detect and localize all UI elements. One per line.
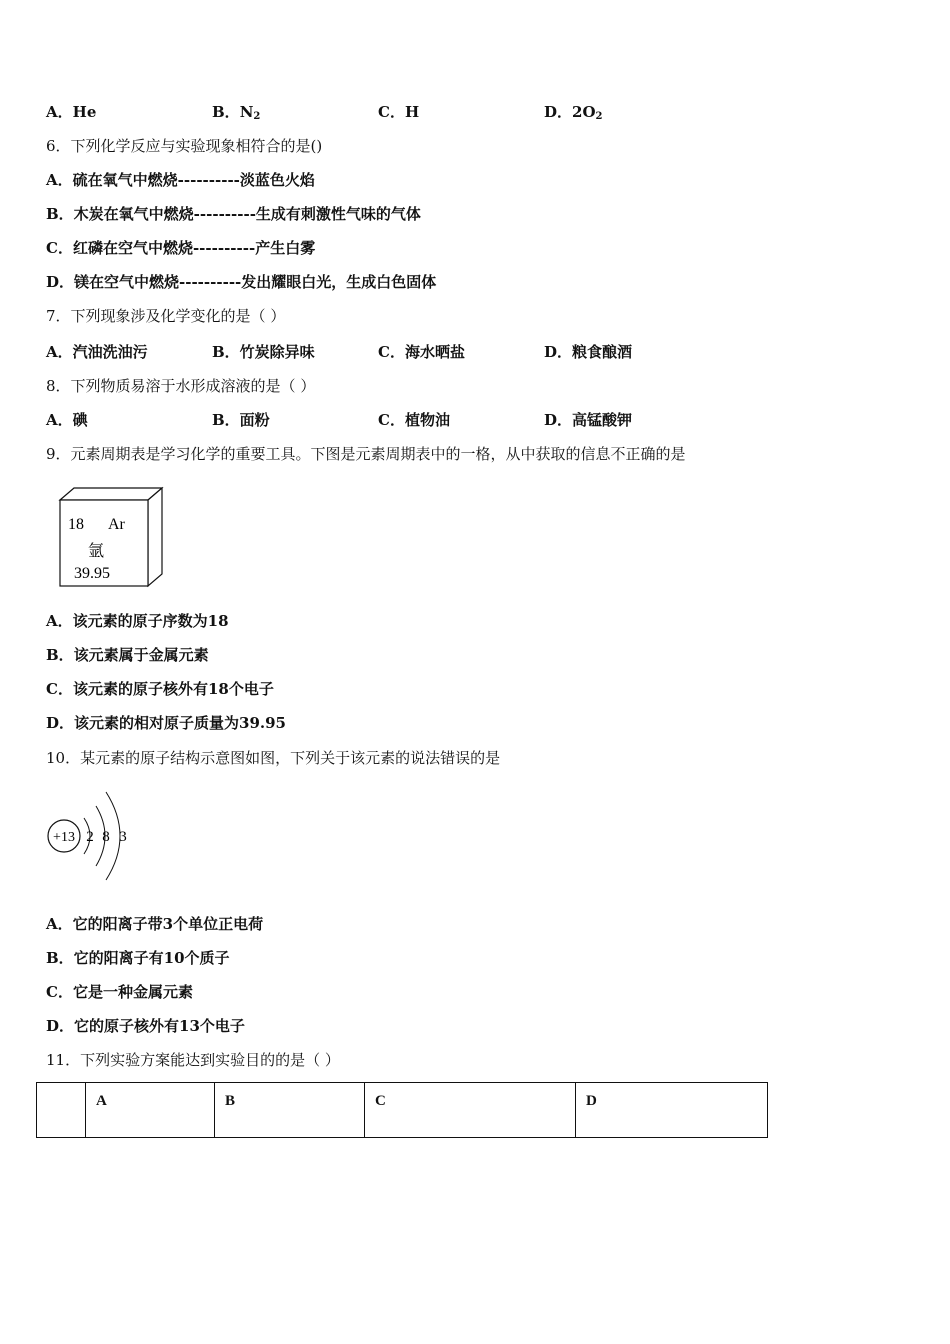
q5-option-a-text: He (72, 103, 97, 121)
element-symbol: Ar (108, 516, 125, 533)
element-name: 氩 (88, 541, 105, 560)
shell-electrons-1: 2 (86, 829, 94, 845)
q10-stem: 10．某元素的原子结构示意图如图，下列关于该元素的说法错误的是 (46, 749, 501, 767)
q5-option-a-letter: A． (46, 103, 73, 121)
table-header-c: C (365, 1083, 576, 1138)
cell-top-face (60, 488, 162, 500)
q7-option-c: C．海水晒盐 (378, 343, 465, 361)
q10-option-a: A．它的阳离子带3个单位正电荷 (46, 915, 264, 933)
q6-option-d: D．镁在空气中燃烧----------发出耀眼白光，生成白色固体 (46, 273, 437, 291)
q9-option-d: D．该元素的相对原子质量为39.95 (46, 714, 286, 732)
atomic-number: 18 (68, 516, 84, 533)
periodic-table-cell-diagram (58, 486, 166, 588)
q11-stem: 11．下列实验方案能达到实验目的的是（ ） (46, 1051, 340, 1069)
q9-option-a: A．该元素的原子序数为18 (46, 612, 229, 630)
q6-option-a: A．硫在氧气中燃烧----------淡蓝色火焰 (46, 171, 315, 189)
table-header-d: D (576, 1083, 768, 1138)
q6-option-c: C．红磷在空气中燃烧----------产生白雾 (46, 239, 316, 257)
q5-option-d-text: 2O (572, 103, 596, 121)
shell-electrons-3: 3 (119, 829, 127, 845)
q8-option-c: C．植物油 (378, 411, 450, 429)
shell-electrons-2: 8 (102, 829, 110, 845)
q8-option-d: D．高锰酸钾 (544, 411, 633, 429)
q7-stem: 7．下列现象涉及化学变化的是（ ） (46, 307, 286, 325)
q5-option-b (212, 102, 260, 127)
q5-option-a (46, 102, 96, 122)
q5-option-d-subscript: 2 (595, 111, 603, 122)
q10-option-b: B．它的阳离子有10个质子 (46, 949, 230, 967)
atomic-structure-diagram (44, 782, 140, 890)
q11-options-table (36, 1082, 768, 1138)
q5-option-b-text: N (239, 103, 254, 121)
table-header-a: A (86, 1083, 215, 1138)
q7-option-b: B．竹炭除异味 (212, 343, 315, 361)
q8-stem: 8．下列物质易溶于水形成溶液的是（ ） (46, 377, 316, 395)
q7-option-d: D．粮食酿酒 (544, 343, 633, 361)
table-header-b: B (215, 1083, 365, 1138)
q7-option-a: A．汽油洗油污 (46, 343, 148, 361)
q9-option-c: C．该元素的原子核外有18个电子 (46, 680, 274, 698)
q10-option-c: C．它是一种金属元素 (46, 983, 193, 1001)
q6-stem: 6．下列化学反应与实验现象相符合的是() (46, 137, 323, 155)
q10-option-d: D．它的原子核外有13个电子 (46, 1017, 245, 1035)
atomic-mass: 39.95 (74, 565, 110, 582)
q5-option-c (378, 102, 419, 122)
q8-option-b: B．面粉 (212, 411, 270, 429)
table-row (37, 1083, 768, 1138)
table-header-blank (37, 1083, 86, 1138)
q9-stem: 9．元素周期表是学习化学的重要工具。下图是元素周期表中的一格，从中获取的信息不正确的是 (46, 445, 686, 463)
nucleus-charge: +13 (53, 830, 75, 845)
cell-side-face (148, 488, 162, 586)
q9-option-b: B．该元素属于金属元素 (46, 646, 209, 664)
q5-option-c-text: H (404, 103, 420, 121)
q6-option-b: B．木炭在氧气中燃烧----------生成有刺激性气味的气体 (46, 205, 421, 223)
q5-option-b-subscript: 2 (253, 111, 261, 122)
q5-option-d-letter: D． (544, 103, 573, 121)
q5-option-d (544, 102, 603, 127)
q5-option-c-letter: C． (378, 103, 405, 121)
q5-option-b-letter: B． (212, 103, 240, 121)
q8-option-a: A．碘 (46, 411, 88, 429)
